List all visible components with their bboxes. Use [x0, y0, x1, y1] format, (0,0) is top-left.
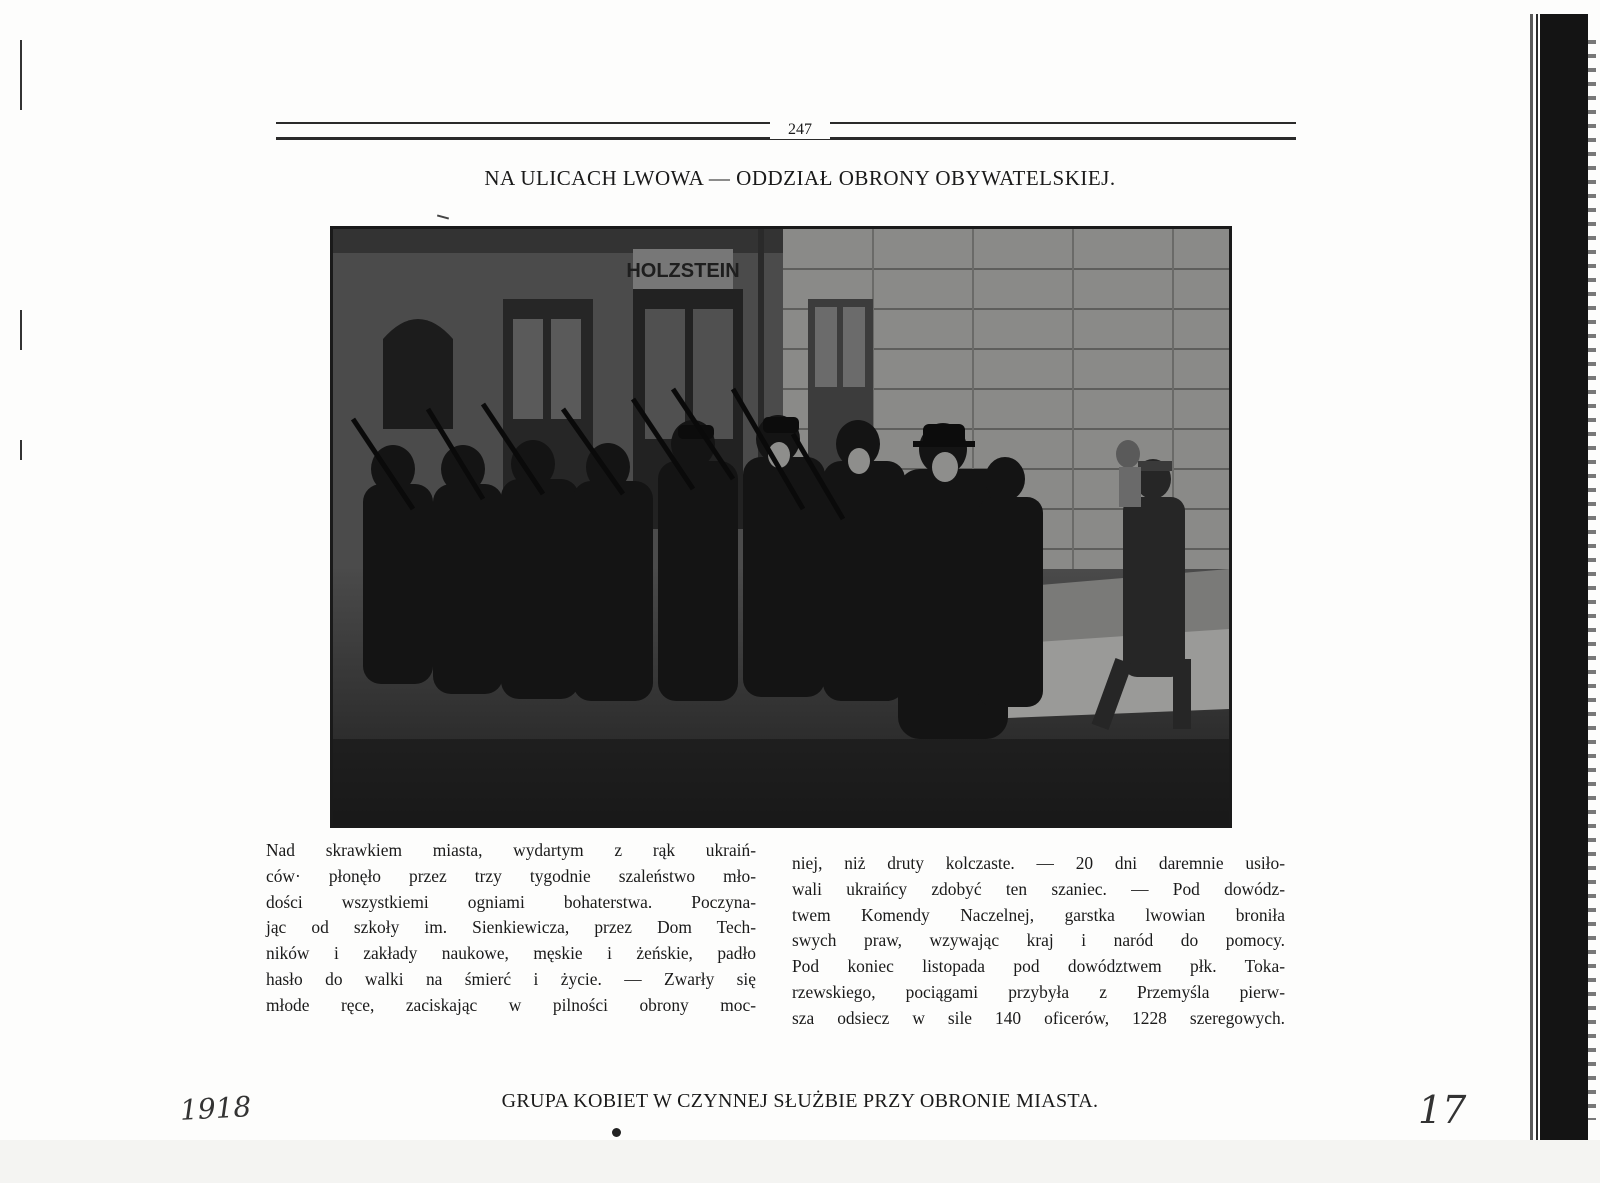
- text-line: wali ukraińcy zdobyć ten szaniec. — Pod dowódz-: [792, 878, 1285, 899]
- text-line: Nad skrawkiem miasta, wydartym z rąk ukraiń-: [266, 840, 756, 860]
- binding-edge: [1536, 14, 1538, 1140]
- text-line: ników i zakłady naukowe, męskie i żeńskie, padło: [266, 943, 756, 964]
- text-line: sza odsiecz w sile 140 oficerów, 1228 szeregowych.: [792, 1007, 1285, 1028]
- photograph-illustration: [333, 229, 1229, 825]
- photo-title: NA ULICACH LWOWA — ODDZIAŁ OBRONY OBYWATELSKIEJ.: [484, 166, 1116, 190]
- print-dot: [612, 1128, 621, 1137]
- text-line: jąc od szkoły im. Sienkiewicza, przez Dom Tech-: [266, 917, 756, 938]
- text-line: ców· płonęło przez trzy tygodnie szaleństwo mło-: [266, 865, 756, 886]
- next-photo-caption: GRUPA KOBIET W CZYNNEJ SŁUŻBIE PRZY OBRONIE MIASTA.: [501, 1090, 1099, 1112]
- article-text-left-column: [266, 838, 756, 1019]
- scan-bottom-margin: [0, 1140, 1600, 1183]
- scan-edge-mark: [20, 40, 22, 110]
- scan-edge-mark: [20, 310, 22, 350]
- text-line: twem Komendy Naczelnej, garstka lwowian broniła: [792, 904, 1285, 925]
- text-line: rzewskiego, pociągami przybyła z Przemyśla pierw-: [792, 981, 1285, 1002]
- shop-sign-text: HOLZSTEIN: [626, 260, 740, 282]
- scan-edge-marks: [1588, 40, 1596, 1120]
- binding-edge: [1530, 14, 1533, 1140]
- text-line: niej, niż druty kolczaste. — 20 dni daremnie usiło-: [792, 853, 1285, 873]
- handwritten-page-number: 17: [1418, 1088, 1467, 1132]
- book-binding: [1540, 14, 1588, 1140]
- scan-edge-mark: [20, 440, 22, 460]
- street-photograph: [330, 226, 1232, 828]
- article-text-right-column: [792, 851, 1285, 1032]
- text-line: dości wszystkiemi ogniami bohaterstwa. Poczyna-: [266, 891, 756, 912]
- text-line: Pod koniec listopada pod dowództwem płk. Toka-: [792, 956, 1285, 977]
- text-line: młode ręce, zaciskając w pilności obrony moc-: [266, 994, 756, 1015]
- page-number: 247: [770, 121, 830, 139]
- handwritten-year: 1918: [179, 1090, 253, 1127]
- text-line: hasło do walki na śmierć i życie. — Zwarły się: [266, 968, 756, 989]
- text-line: swych praw, wzywając kraj i naród do pomocy.: [792, 930, 1285, 951]
